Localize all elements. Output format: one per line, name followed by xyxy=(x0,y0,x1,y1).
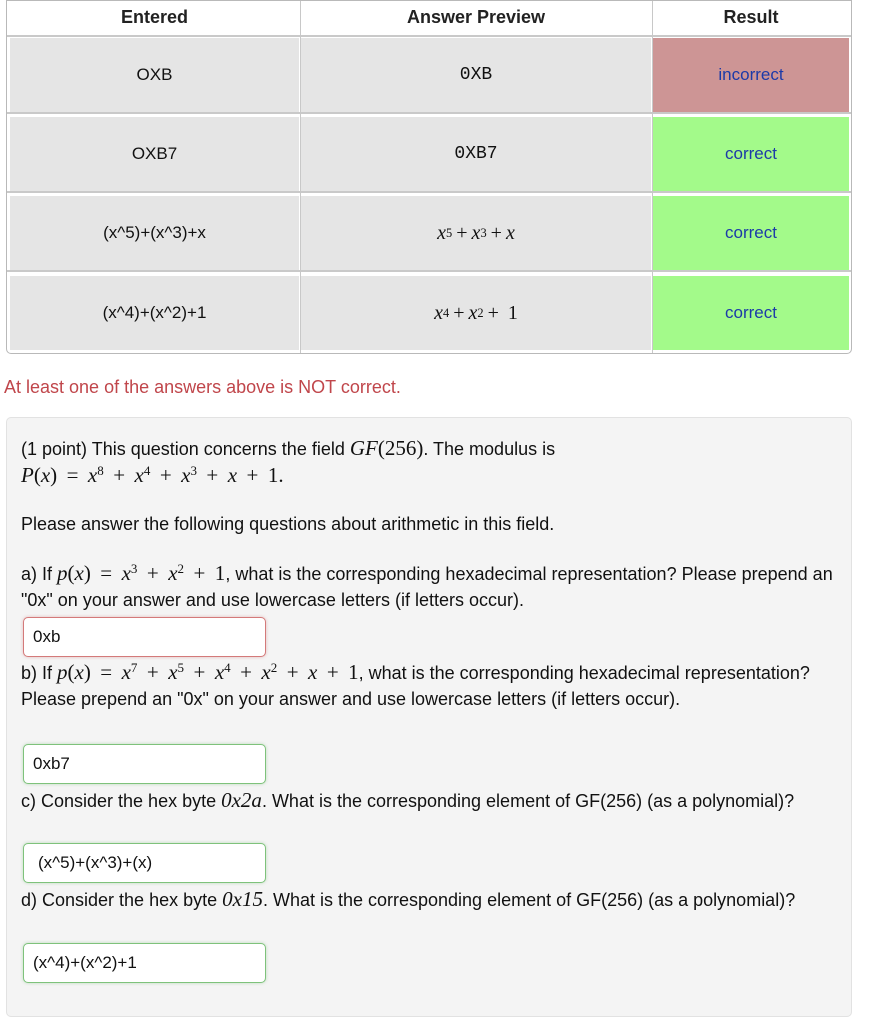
math-token: 4 xyxy=(143,462,151,478)
math-token: x xyxy=(437,221,447,244)
math-token: x xyxy=(87,463,98,487)
math-token: 4 xyxy=(224,659,231,675)
table-row xyxy=(7,38,852,112)
question-a-math: $p(x) = x^3 + x^2 + 1$ xyxy=(57,560,226,585)
math-token: x xyxy=(74,561,84,585)
entered-cell: OXB7 xyxy=(10,117,299,191)
entered-cell: (x^4)+(x^2)+1 xyxy=(10,276,299,350)
math-token: p xyxy=(57,660,68,684)
math-token: x xyxy=(181,463,191,487)
status-message: At least one of the answers above is NOT correct. xyxy=(4,377,401,397)
math-token: x xyxy=(168,561,178,585)
math-token: x xyxy=(468,301,478,324)
math-token: 2 xyxy=(177,560,185,576)
math-token: P xyxy=(21,463,34,487)
entered-cell: (x^5)+(x^3)+x xyxy=(10,196,299,270)
question-a xyxy=(21,560,836,613)
math-token: 7 xyxy=(130,659,138,675)
answer-c-input[interactable]: (x^5)+(x^3)+(x) xyxy=(23,843,266,883)
table-row xyxy=(7,117,852,191)
math-token: x xyxy=(261,660,271,684)
question-d-prefix: d) Consider the hex byte xyxy=(21,890,223,910)
math-token: x xyxy=(471,221,481,244)
result-cell: correct xyxy=(653,117,849,191)
math-token: 2 xyxy=(270,659,278,675)
question-b-text: , what is the corresponding hexadecimal representation? Please prepend an "0x" on your answer and use lowercase letters (if letters occur). xyxy=(21,663,810,709)
question-d xyxy=(21,886,836,913)
result-cell: correct xyxy=(653,276,849,350)
table-row xyxy=(7,276,852,350)
math-token: F xyxy=(365,436,378,460)
question-c-text: . What is the corresponding element of GF(256) (as a polynomial)? xyxy=(261,791,795,811)
math-token: x xyxy=(505,221,515,244)
results-table xyxy=(6,0,852,354)
math-token: G xyxy=(349,436,366,460)
problem-intro xyxy=(21,435,836,489)
question-c-prefix: c) Consider the hex byte xyxy=(21,791,222,811)
header-answer-preview: Answer Preview xyxy=(406,7,546,27)
intro-text: (1 point) This question concerns the field xyxy=(21,439,350,459)
question-b-math: $p(x) = x^7 + x^5 + x^4 + x^2 + x + 1$ xyxy=(57,659,359,684)
math-token: x xyxy=(121,561,131,585)
math-token: x xyxy=(434,301,443,324)
preview-cell: 0XB7 xyxy=(301,117,651,191)
question-d-text: . What is the corresponding element of GF(256) (as a polynomial)? xyxy=(262,890,796,910)
entered-cell: OXB xyxy=(10,38,299,112)
math-token: x xyxy=(40,463,51,487)
answer-a-input[interactable]: 0xb xyxy=(23,617,266,657)
field-math: GF(256) xyxy=(349,436,424,460)
question-a-prefix: a) If xyxy=(21,564,58,584)
math-token: x xyxy=(227,463,238,487)
header-result: Result xyxy=(723,7,779,27)
question-d-math: 0x15 xyxy=(222,887,263,911)
instructions: Please answer the following questions about arithmetic in this field. xyxy=(21,514,555,534)
result-cell: correct xyxy=(653,196,849,270)
question-b-prefix: b) If xyxy=(21,663,58,683)
math-token: x xyxy=(121,660,131,684)
preview-cell: 0XB xyxy=(301,38,651,112)
math-token: x xyxy=(214,660,225,684)
math-token: 8 xyxy=(97,462,104,478)
result-cell: incorrect xyxy=(653,38,849,112)
header-entered: Entered xyxy=(120,7,189,27)
question-c xyxy=(21,787,836,814)
question-a-text: , what is the corresponding hexadecimal representation? Please prepend an "0x" on your answer and use lowercase letters (if letters occur). xyxy=(21,564,833,610)
problem-panel xyxy=(6,417,852,1017)
question-c-math: 0x2a xyxy=(221,788,262,812)
preview-cell: x 5 + x 3 + x xyxy=(301,196,651,270)
answer-d-input[interactable]: (x^4)+(x^2)+1 xyxy=(23,943,266,983)
intro-text-end: . The modulus is xyxy=(423,439,556,459)
math-token: 5 xyxy=(177,659,185,675)
math-token: p xyxy=(57,561,68,585)
math-token: x xyxy=(308,660,318,684)
question-b xyxy=(21,659,836,712)
math-token: 3 xyxy=(190,462,197,478)
math-token: x xyxy=(168,660,178,684)
table-row xyxy=(7,196,852,270)
preview-cell: x 4 + x 2 + 1 xyxy=(301,276,651,350)
answer-b-input[interactable]: 0xb7 xyxy=(23,744,266,784)
math-token: 3 xyxy=(130,560,138,576)
math-token: x xyxy=(74,660,84,684)
math-token: x xyxy=(134,463,144,487)
modulus-math: $P(x) = x^8 + x^4 + x^3 + x + 1$. xyxy=(21,462,284,487)
